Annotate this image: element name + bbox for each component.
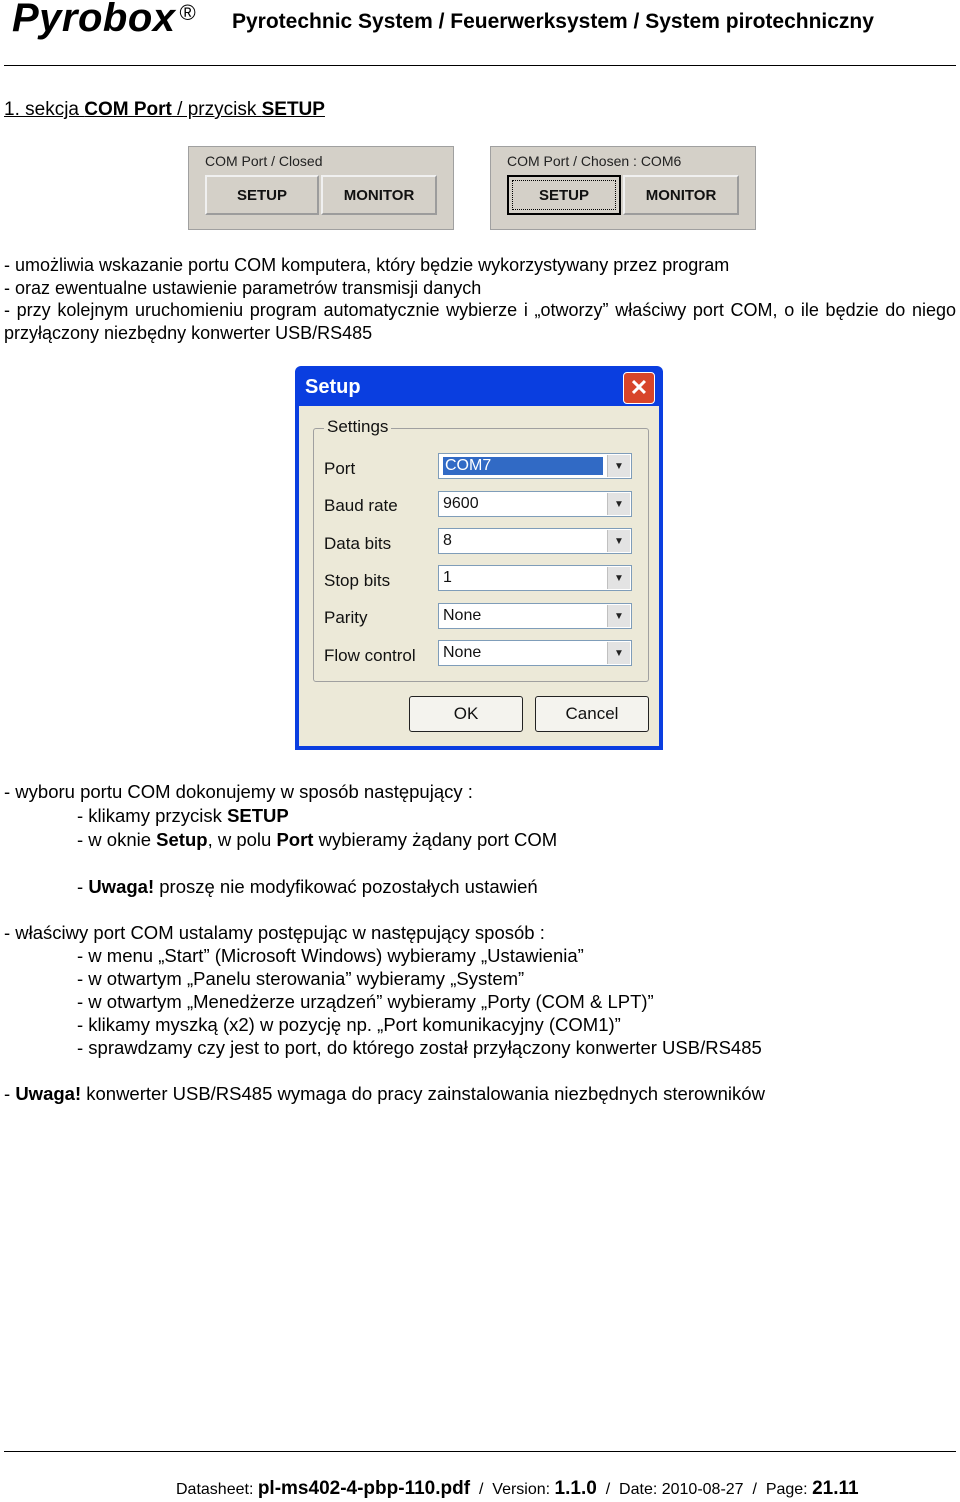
setup-dialog bbox=[295, 366, 663, 750]
stop-bits-value: 1 bbox=[443, 569, 452, 586]
port-label: Port bbox=[324, 459, 356, 478]
intro-line-2: - oraz ewentualne ustawienie parametrów transmisji danych bbox=[4, 277, 482, 298]
date: 2010-08-27 bbox=[661, 1481, 744, 1498]
com-port-panel-chosen bbox=[490, 146, 756, 230]
page-number: 21.11 bbox=[812, 1478, 859, 1499]
ok-button[interactable]: OK bbox=[409, 696, 523, 732]
flow-control-value: None bbox=[443, 644, 482, 661]
data-bits-value: 8 bbox=[443, 532, 452, 549]
close-icon[interactable]: ✕ bbox=[623, 372, 655, 404]
header-subtitle: Pyrotechnic System / Feuerwerksystem / System pirotechniczny bbox=[232, 10, 874, 33]
baud-rate-value: 9600 bbox=[443, 495, 479, 512]
port-value: COM7 bbox=[443, 457, 603, 475]
flow-control-label: Flow control bbox=[324, 646, 416, 665]
steps-intro: - wyboru portu COM dokonujemy w sposób następujący : bbox=[4, 781, 473, 802]
version: 1.1.0 bbox=[554, 1478, 597, 1499]
panel-title: COM Port / Chosen : COM6 bbox=[507, 153, 682, 169]
port-identify-intro: - właściwy port COM ustalamy postępując w następujący sposób : bbox=[4, 922, 545, 943]
datasheet-name: pl-ms402-4-pbp-110.pdf bbox=[257, 1478, 471, 1499]
parity-select[interactable] bbox=[438, 603, 632, 629]
dialog-body bbox=[299, 406, 659, 746]
panel-title: COM Port / Closed bbox=[205, 153, 323, 169]
header-divider bbox=[4, 65, 956, 66]
chevron-down-icon[interactable]: ▼ bbox=[607, 455, 630, 477]
data-bits-select[interactable] bbox=[438, 528, 632, 554]
chevron-down-icon[interactable]: ▼ bbox=[607, 530, 630, 552]
monitor-button[interactable]: MONITOR bbox=[623, 175, 739, 215]
setup-button[interactable]: SETUP bbox=[205, 175, 319, 215]
parity-value: None bbox=[443, 607, 482, 624]
step-select-port: - w oknie Setup, w polu Port wybieramy żądany port COM bbox=[77, 829, 558, 850]
chevron-down-icon[interactable]: ▼ bbox=[607, 605, 630, 627]
registered-mark: ® bbox=[179, 0, 197, 25]
intro-paragraph bbox=[4, 254, 956, 344]
data-bits-label: Data bits bbox=[324, 534, 392, 553]
driver-warning: - Uwaga! konwerter USB/RS485 wymaga do pracy zainstalowania niezbędnych sterowników bbox=[4, 1083, 765, 1104]
cancel-button[interactable]: Cancel bbox=[535, 696, 649, 732]
setup-button[interactable]: SETUP bbox=[507, 175, 621, 215]
step-click-setup: - klikamy przycisk SETUP bbox=[77, 805, 289, 826]
section-title: 1. sekcja COM Port / przycisk SETUP bbox=[4, 99, 325, 120]
identify-step-1: - w menu „Start” (Microsoft Windows) wybieramy „Ustawienia” bbox=[77, 945, 584, 966]
intro-line-1: - umożliwia wskazanie portu COM komputera, który będzie wykorzystywany przez program bbox=[4, 255, 730, 275]
identify-step-4: - klikamy myszką (x2) w pozycję np. „Port komunikacyjny (COM1)” bbox=[77, 1014, 621, 1035]
stop-bits-label: Stop bits bbox=[324, 571, 391, 590]
port-select[interactable] bbox=[438, 453, 632, 479]
footer: Datasheet: pl-ms402-4-pbp-110.pdf / Version: 1.1.0 / Date: 2010-08-27 / Page: 21.11 bbox=[176, 1478, 859, 1499]
identify-step-2: - w otwartym „Panelu sterowania” wybieramy „System” bbox=[77, 968, 525, 989]
dialog-title: Setup bbox=[305, 376, 361, 398]
flow-control-select[interactable] bbox=[438, 640, 632, 666]
brand-name: Pyrobox bbox=[12, 0, 176, 40]
step-warning: - Uwaga! proszę nie modyfikować pozostałych ustawień bbox=[77, 876, 538, 897]
monitor-button[interactable]: MONITOR bbox=[321, 175, 437, 215]
stop-bits-select[interactable] bbox=[438, 565, 632, 591]
brand-logo bbox=[12, 0, 197, 41]
intro-line-3: - przy kolejnym uruchomieniu program automatycznie wybierze i „otworzy” właściwy port COM, o ile będzie do niego przyłączony niezbędny konwerter USB/RS485 bbox=[4, 300, 956, 343]
com-port-panel-closed bbox=[188, 146, 454, 230]
footer-divider bbox=[4, 1451, 956, 1452]
identify-step-3: - w otwartym „Menedżerze urządzeń” wybieramy „Porty (COM & LPT)” bbox=[77, 991, 654, 1012]
settings-group-title: Settings bbox=[324, 417, 391, 437]
parity-label: Parity bbox=[324, 608, 368, 627]
baud-rate-label: Baud rate bbox=[324, 496, 398, 515]
identify-step-5: - sprawdzamy czy jest to port, do którego został przyłączony konwerter USB/RS485 bbox=[77, 1037, 762, 1058]
chevron-down-icon[interactable]: ▼ bbox=[607, 567, 630, 589]
chevron-down-icon[interactable]: ▼ bbox=[607, 642, 630, 664]
settings-group bbox=[313, 417, 649, 682]
chevron-down-icon[interactable]: ▼ bbox=[607, 493, 630, 515]
baud-rate-select[interactable] bbox=[438, 491, 632, 517]
